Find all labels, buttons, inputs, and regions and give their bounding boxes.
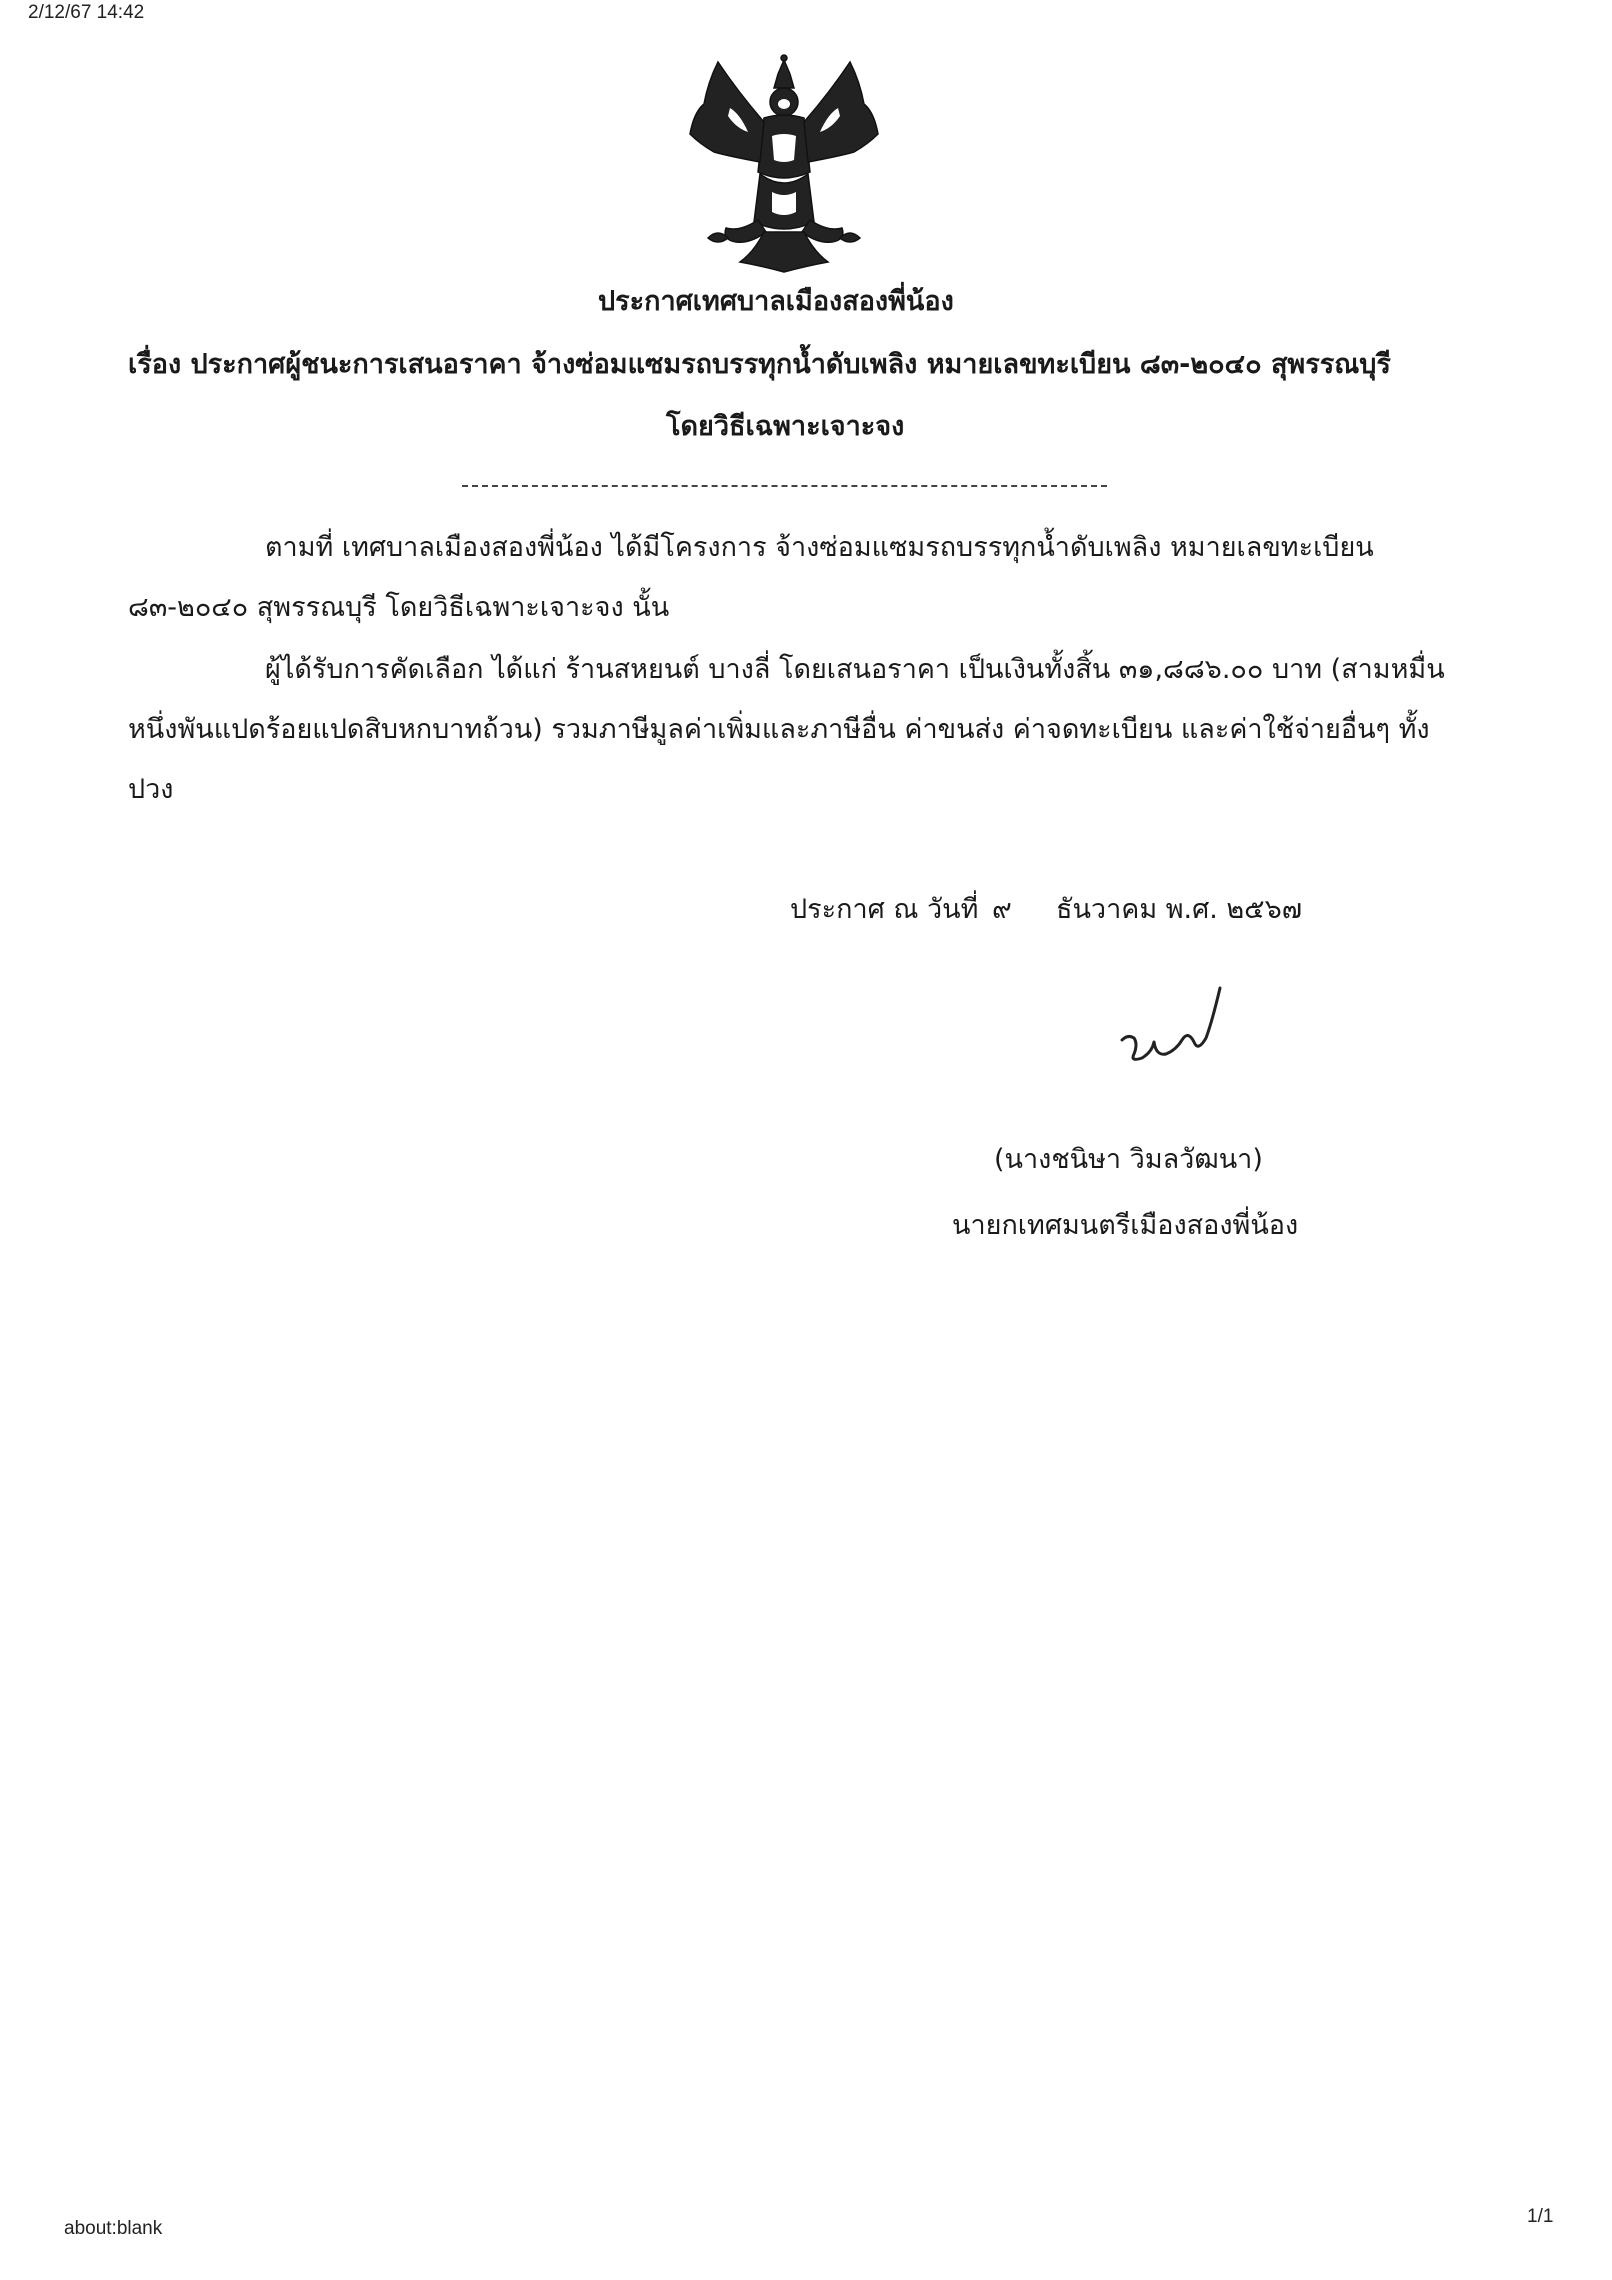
announcement-heading: ประกาศเทศบาลเมืองสองพี่น้อง [598, 286, 954, 317]
print-footer-url: about:blank [64, 2218, 163, 2239]
separator-line [462, 485, 1107, 487]
paragraph-1-line-2: ๘๓-๒๐๔๐ สุพรรณบุรี โดยวิธีเฉพาะเจาะจง นั้น [128, 592, 670, 623]
print-header-datetime: 2/12/67 14:42 [28, 2, 145, 23]
subject-line-2: โดยวิธีเฉพาะเจาะจง [666, 411, 905, 442]
print-footer-page: 1/1 [1527, 2206, 1554, 2227]
paragraph-2-line-3: ปวง [128, 774, 174, 805]
signer-title: นายกเทศมนตรีเมืองสองพี่น้อง [952, 1210, 1299, 1241]
date-prefix: ประกาศ ณ วันที่ [790, 894, 979, 925]
date-day: ๙ [992, 894, 1012, 925]
signature-mark [1112, 982, 1232, 1082]
paragraph-1-line-1: ตามที่ เทศบาลเมืองสองพี่น้อง ได้มีโครงการ จ้างซ่อมแซมรถบรรทุกน้ำดับเพลิง หมายเลขทะเบียน [265, 532, 1374, 563]
paragraph-2-line-1: ผู้ได้รับการคัดเลือก ได้แก่ ร้านสหยนต์ บางลี่ โดยเสนอราคา เป็นเงินทั้งสิ้น ๓๑,๘๘๖.๐๐ บาท (สามหมื่น [265, 654, 1445, 685]
paragraph-2-line-2: หนึ่งพันแปดร้อยแปดสิบหกบาทถ้วน) รวมภาษีมูลค่าเพิ่มและภาษีอื่น ค่าขนส่ง ค่าจดทะเบียน และค่าใช้จ่ายอื่นๆ ทั้ง [128, 714, 1430, 745]
garuda-emblem-icon [678, 52, 890, 282]
date-month-year: ธันวาคม พ.ศ. ๒๕๖๗ [1056, 894, 1303, 925]
signer-name: (นางชนิษา วิมลวัฒนา) [994, 1144, 1263, 1175]
subject-line-1: เรื่อง ประกาศผู้ชนะการเสนอราคา จ้างซ่อมแซมรถบรรทุกน้ำดับเพลิง หมายเลขทะเบียน ๘๓-๒๐๔๐ สุพรรณบุรี [128, 349, 1391, 380]
